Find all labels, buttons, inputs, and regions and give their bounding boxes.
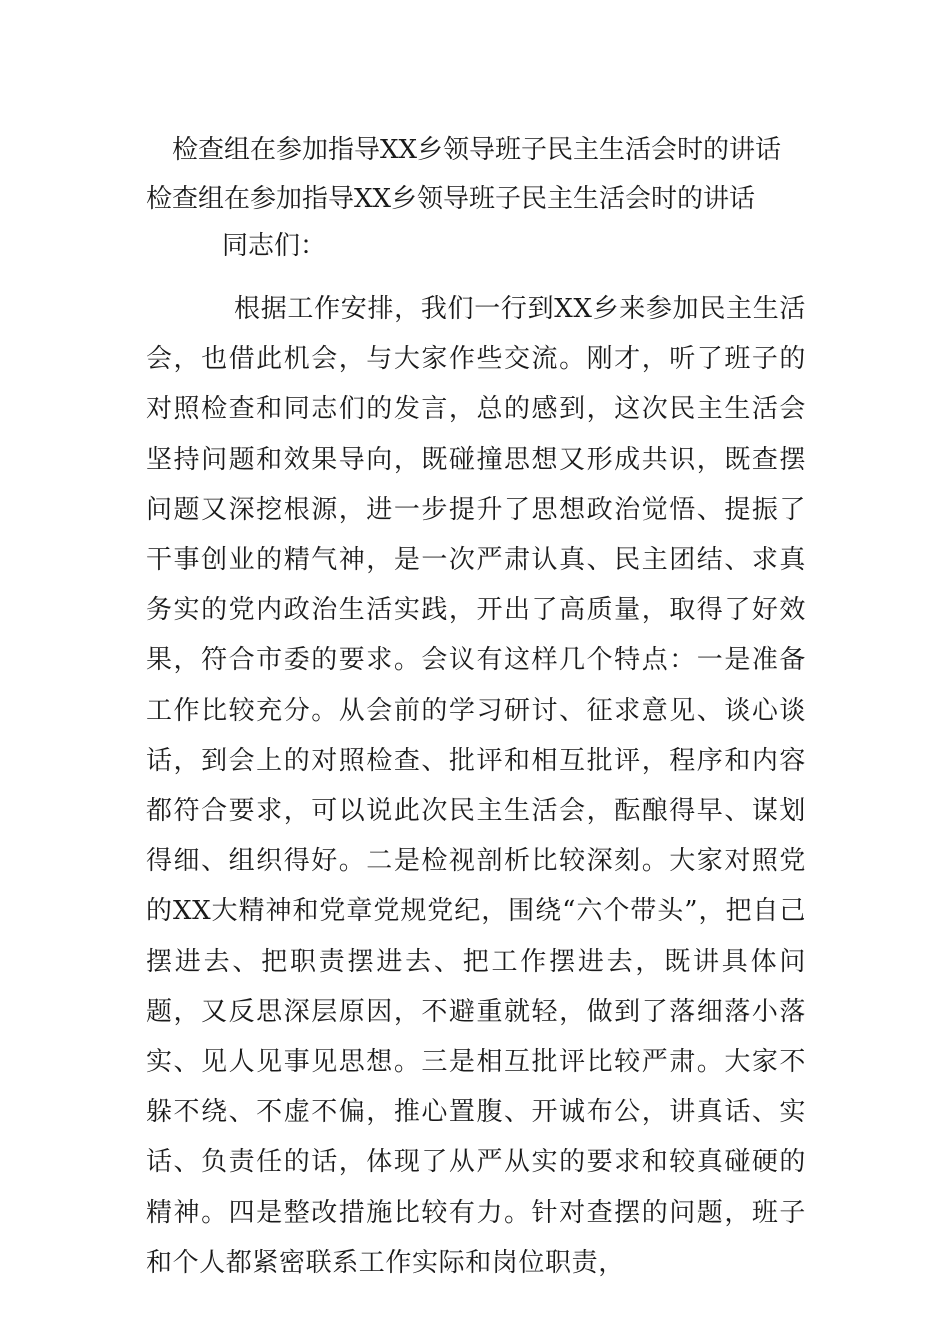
document-title-repeat: 检查组在参加指导XX乡领导班子民主生活会时的讲话 (146, 184, 756, 214)
salutation: 同志们： (222, 231, 327, 261)
body-paragraph: 根据工作安排，我们一行到XX乡来参加民主生活会，也借此机会，与大家作些交流。刚才，听了班子的对照检查和同志们的发言，总的感到，这次民主生活会坚持问题和效果导向，既碰撞思想又形成共识，既查摆问题又深挖根源，进一步提升了思想政治觉悟、提振了干事创业的精气神，是一次严肃认真、民主团结、求真务实的党内政治生活实践，开出了高质量，取得了好效果，符合市委的要求。会议有这样几个特点：一是准备工作比较充分。从会前的学习研讨、征求意见、谈心谈话，到会上的对照检查、批评和相互批评，程序和内容都符合要求，可以说此次民主生活会，酝酿得早、谋划得细、组织得好。二是检视剖析比较深刻。大家对照党的XX大精神和党章党规党纪，围绕“六个带头”，把自己摆进去、把职责摆进去、把工作摆进去，既讲具体问题，又反思深层原因，不避重就轻，做到了落细落小落实、见人见事见思想。三是相互批评比较严肃。大家不躲不绕、不虚不偏，推心置腹、开诚布公，讲真话、实话、负责任的话，体现了从严从实的要求和较真碰硬的精神。四是整改措施比较有力。针对查摆的问题，班子和个人都紧密联系工作实际和岗位职责， (146, 294, 806, 1278)
document-title: 检查组在参加指导XX乡领导班子民主生活会时的讲话 (172, 135, 782, 165)
